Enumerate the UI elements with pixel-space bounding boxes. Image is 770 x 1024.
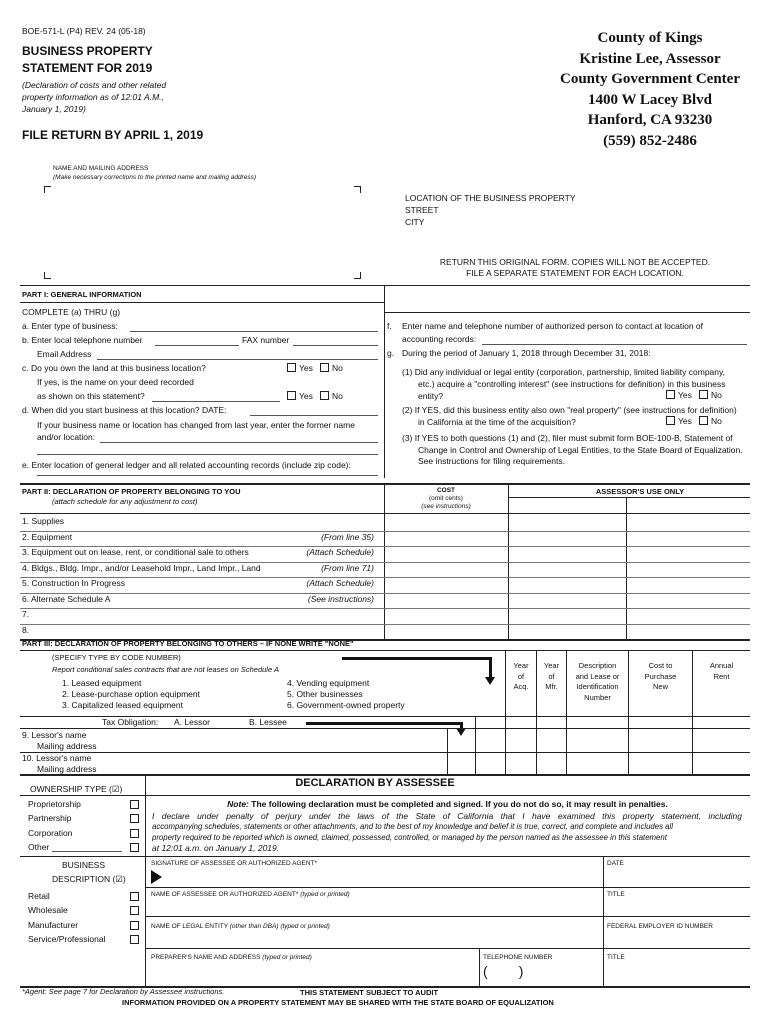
col-text: of	[548, 671, 555, 681]
divider	[20, 650, 750, 651]
own-land-no-checkbox[interactable]	[320, 363, 329, 372]
preparer-title-field[interactable]	[607, 962, 747, 984]
arrow-down-icon	[485, 677, 495, 685]
g3-line2: Change in Control and Ownership of Legal Entities, to the State Board of Equalization.	[418, 444, 743, 455]
divider	[145, 948, 750, 949]
divider	[508, 497, 750, 498]
part2-row-label: 1. Supplies	[22, 516, 65, 526]
county-name: County of Kings	[597, 30, 703, 46]
part2-row-label: 5. Construction In Progress	[22, 578, 125, 588]
business-type-checkbox[interactable]	[130, 935, 139, 944]
ledger-location-label: e. Enter location of general ledger and all related accounting records (include zip code):	[22, 460, 351, 470]
g1-yes-checkbox[interactable]	[666, 390, 675, 399]
divider	[20, 513, 750, 514]
corner-mark-tl	[44, 186, 51, 193]
corner-mark-br	[354, 272, 361, 279]
g-label: g.	[387, 348, 395, 358]
part2-cost-input[interactable]	[386, 624, 506, 639]
divider	[447, 728, 448, 752]
part2-cost-input[interactable]	[386, 515, 506, 530]
divider	[20, 593, 750, 594]
col-text: Annual	[709, 661, 734, 670]
county-address-block	[530, 28, 770, 151]
ownership-type-checkbox[interactable]	[130, 814, 139, 823]
phone-input[interactable]	[155, 345, 239, 346]
leader-line	[152, 401, 280, 402]
corner-mark-tr	[354, 186, 361, 193]
preparer-note: (typed or printed)	[262, 954, 312, 961]
business-desc-heading-2: DESCRIPTION (☑)	[52, 874, 126, 884]
report-note: Report conditional sales contracts that are not leases on Schedule A	[52, 665, 279, 674]
contact-person-label-2: accounting records:	[402, 334, 477, 344]
fax-label: FAX number	[242, 335, 290, 345]
col-text: Year	[513, 661, 529, 670]
arrow-down-icon	[456, 728, 466, 736]
part2-note: (attach schedule for any adjustment to cost)	[52, 497, 198, 506]
divider	[505, 752, 506, 774]
part1-heading: PART I: GENERAL INFORMATION	[22, 290, 142, 299]
col-year-mfr	[537, 661, 566, 693]
business-type-checkbox[interactable]	[130, 892, 139, 901]
former-name-label-line1: If your business name or location has changed from last year, enter the former name	[37, 420, 355, 430]
g1-line3: entity?	[418, 391, 444, 401]
business-type-label: Manufacturer	[28, 919, 79, 930]
own-land-yes-checkbox[interactable]	[287, 363, 296, 372]
preparer-text: PREPARER'S NAME AND ADDRESS	[151, 954, 261, 961]
col-description	[567, 661, 628, 703]
cost-subheader-2: (see instructions)	[421, 503, 471, 510]
type-codes-left	[62, 678, 200, 711]
type-code-3: 3. Capitalized leased equipment	[62, 700, 183, 710]
type-code-4: 4. Vending equipment	[287, 678, 370, 688]
divider	[20, 577, 750, 578]
lessor-9[interactable]	[22, 730, 97, 751]
specify-type: (SPECIFY TYPE BY CODE NUMBER)	[52, 653, 181, 662]
business-type-label: Retail	[28, 891, 50, 901]
title-label: TITLE	[607, 891, 625, 898]
contact-person-input[interactable]	[482, 344, 747, 345]
ownership-heading: OWNERSHIP TYPE (☑)	[30, 784, 123, 794]
own-land-options	[287, 363, 343, 373]
col-text: of	[517, 671, 525, 681]
part2-cost-input[interactable]	[386, 577, 506, 592]
declaration-text	[152, 811, 742, 854]
lessor-address-label: Mailing address	[37, 763, 97, 774]
g1-line1: (1) Did any individual or legal entity (corporation, partnership, limited liability company,	[402, 367, 725, 377]
legal-entity-note: (other than DBA) (typed or printed)	[229, 923, 330, 930]
corner-mark-bl	[44, 272, 51, 279]
location-street: STREET	[405, 205, 439, 215]
divider	[20, 795, 145, 796]
divider	[20, 608, 750, 609]
col-text: New	[652, 682, 668, 691]
former-name-label-line2: and/or location:	[37, 432, 96, 442]
col-text: Number	[584, 692, 611, 702]
legal-entity-label	[151, 923, 330, 930]
divider	[384, 285, 385, 478]
g3-note	[402, 433, 750, 468]
ownership-type-checkbox[interactable]	[130, 800, 139, 809]
form-title-line1: BUSINESS PROPERTY	[22, 44, 153, 58]
former-name-input-2[interactable]	[37, 454, 378, 455]
business-type-label: Wholesale	[28, 905, 68, 916]
divider	[692, 752, 693, 774]
date-field[interactable]	[607, 868, 747, 886]
arrow-line	[342, 657, 492, 660]
business-type-label: Service/Professional	[28, 933, 106, 944]
lessor-name-label: 10. Lessor's name	[22, 753, 92, 763]
agent-name-text: NAME OF ASSESSEE OR AUTHORIZED AGENT*	[151, 891, 299, 898]
g-question: During the period of January 1, 2018 through December 31, 2018:	[402, 348, 651, 358]
mailing-label: NAME AND MAILING ADDRESS	[53, 165, 149, 172]
g1-no-checkbox[interactable]	[699, 390, 708, 399]
deed-question-line1: If yes, is the name on your deed recorded	[37, 377, 194, 387]
return-notice-line1: RETURN THIS ORIGINAL FORM. COPIES WILL NOT BE ACCEPTED.	[439, 257, 711, 267]
title-field[interactable]	[607, 899, 747, 915]
part3-heading: PART III: DECLARATION OF PROPERTY BELONGING TO OTHERS – IF NONE WRITE "NONE"	[22, 639, 354, 648]
ownership-type-label: Proprietorship	[28, 799, 81, 809]
mailing-address-area[interactable]	[52, 192, 352, 272]
divider	[603, 856, 604, 986]
divider	[20, 728, 750, 729]
part2-row-reference: (From line 35)	[321, 531, 374, 542]
divider	[566, 752, 567, 774]
telephone-label: TELEPHONE NUMBER	[483, 954, 553, 961]
col-text: and Lease or	[575, 671, 620, 681]
lessee-option[interactable]: B. Lessee	[249, 717, 287, 727]
divider	[20, 285, 750, 286]
divider	[475, 716, 476, 752]
ownership-type-checkbox[interactable]	[130, 829, 139, 838]
col-text: Cost to	[648, 661, 673, 670]
divider	[536, 752, 537, 774]
divider	[384, 312, 750, 313]
fein-field[interactable]	[607, 931, 747, 945]
contact-person-label: Enter name and telephone number of authorized person to contact at location of	[402, 321, 704, 331]
preparer-field[interactable]	[151, 962, 475, 984]
type-code-1: 1. Leased equipment	[62, 678, 142, 688]
part2-heading: PART II: DECLARATION OF PROPERTY BELONGING TO YOU	[22, 487, 241, 496]
part2-row-reference: (See instructions)	[307, 593, 374, 604]
divider	[145, 916, 750, 917]
col-text: Purchase	[644, 671, 677, 681]
agent-footnote: *Agent: See page 7 for Declaration by Assessee instructions.	[22, 987, 225, 996]
sharing-notice: INFORMATION PROVIDED ON A PROPERTY STATEMENT MAY BE SHARED WITH THE STATE BOARD OF EQUALIZATION	[122, 998, 554, 1007]
part2-row-label: 4. Bldgs., Bldg. Impr., and/or Leasehold Impr., Land Impr., Land	[22, 562, 261, 573]
mailing-note: (Make necessary corrections to the printed name and mailing address)	[53, 174, 257, 181]
business-type-checkbox[interactable]	[130, 921, 139, 930]
divider	[20, 624, 750, 625]
arrow-line	[489, 657, 492, 679]
col-text: Year	[543, 661, 560, 670]
yes-label: Yes	[299, 391, 313, 401]
declaration-heading: DECLARATION BY ASSESSEE	[295, 777, 455, 789]
type-code-2: 2. Lease-purchase option equipment	[62, 689, 200, 699]
start-date-label: d. When did you start business at this location? DATE:	[22, 405, 227, 415]
part2-row-reference: (From line 71)	[321, 562, 374, 573]
divider	[479, 948, 480, 986]
part2-row-reference: (Attach Schedule)	[306, 547, 374, 557]
type-codes-right	[287, 678, 405, 711]
g1-options	[666, 390, 722, 400]
location-block[interactable]	[405, 192, 576, 228]
sign-here-arrow-icon	[151, 870, 162, 884]
divider	[20, 774, 750, 776]
cost-header: COST	[436, 487, 456, 494]
no-label: No	[331, 391, 343, 401]
form-id: BOE-571-L (P4) REV. 24 (05-18)	[22, 26, 146, 36]
part2-row-reference: (Attach Schedule)	[306, 578, 374, 588]
fein-label: FEDERAL EMPLOYER ID NUMBER	[607, 923, 713, 930]
county-street: 1400 W Lacey Blvd	[587, 91, 713, 108]
part2-row-label: 3. Equipment out on lease, rent, or conditional sale to others	[22, 547, 249, 557]
declaration-note	[145, 799, 750, 809]
arrow-line	[306, 722, 463, 725]
start-date-input[interactable]	[250, 415, 378, 416]
email-input[interactable]	[97, 359, 378, 360]
cost-subheader: (omit cents)	[429, 495, 463, 502]
declaration-line2: accompanying schedules, statements or other attachments, and to the best of my knowledge and belief it is true, correct, and complete and includes all	[152, 821, 673, 831]
ownership-type-label: Partnership	[28, 813, 72, 824]
part2-row-label: 8.	[22, 624, 30, 635]
return-notice	[390, 257, 760, 279]
county-city: Hanford, CA 93230	[587, 112, 713, 128]
note-label: Note:	[227, 799, 249, 809]
part2-row-label: 7.	[22, 609, 30, 619]
divider	[628, 752, 629, 774]
g2-options	[666, 416, 722, 426]
deed-yes-checkbox[interactable]	[287, 391, 296, 400]
subtitle-line2: property information as of 12:01 A.M.,	[22, 92, 164, 102]
location-city: CITY	[405, 217, 425, 227]
phone-label: b. Enter local telephone number	[22, 335, 143, 345]
subtitle-line1: (Declaration of costs and other related	[22, 80, 167, 90]
business-type-checkbox[interactable]	[130, 906, 139, 915]
declaration-line3: property required to be reported which is owned, claimed, possessed, controlled, or managed by the person named as the assessee in this statement	[152, 832, 667, 842]
own-land-question: c. Do you own the land at this business location?	[22, 363, 206, 373]
ownership-type-label: Corporation	[28, 827, 73, 838]
g1-line2: etc.) acquire a "controlling interest" (see instructions for definition) in this business	[418, 379, 726, 389]
date-label: DATE	[607, 860, 624, 867]
return-notice-line2: FILE A SEPARATE STATEMENT FOR EACH LOCATION.	[466, 268, 684, 278]
signature-field[interactable]	[165, 868, 599, 886]
col-text: Description	[578, 661, 617, 670]
divider	[20, 856, 145, 857]
f-label: f.	[387, 321, 392, 331]
divider	[20, 302, 384, 303]
lessor-option[interactable]: A. Lessor	[174, 717, 210, 727]
g2-line2: in California at the time of the acquisition?	[418, 417, 576, 427]
declaration-line4: at 12:01 a.m. on January 1, 2019.	[152, 843, 280, 854]
g2-yes-checkbox[interactable]	[666, 416, 675, 425]
type-of-business-label: a. Enter type of business:	[22, 321, 118, 331]
divider	[626, 497, 627, 639]
county-center: County Government Center	[560, 71, 740, 87]
type-of-business-input[interactable]	[130, 331, 378, 332]
assessor-name: Kristine Lee, Assessor	[579, 50, 721, 67]
divider	[475, 752, 476, 774]
yes-label: Yes	[299, 363, 313, 373]
col-text: Acq.	[513, 682, 529, 691]
g2-no-checkbox[interactable]	[699, 416, 708, 425]
subtitle-line3: January 1, 2019)	[22, 104, 86, 114]
part1-complete: COMPLETE (a) THRU (g)	[22, 307, 121, 317]
yes-label: Yes	[678, 390, 692, 400]
g2-line1: (2) If YES, did this business entity also own "real property" (see instructions for definition)	[402, 405, 737, 415]
deed-options	[287, 391, 343, 401]
part2-row-label: 2. Equipment	[22, 531, 73, 542]
agent-name-field[interactable]	[151, 899, 599, 915]
g3-line3: See instructions for filing requirements.	[418, 456, 565, 466]
agent-name-label	[151, 891, 350, 898]
yes-label: Yes	[678, 416, 692, 426]
col-cost	[629, 661, 692, 693]
divider	[20, 752, 750, 753]
divider	[20, 531, 750, 532]
signature-label: SIGNATURE OF ASSESSEE OR AUTHORIZED AGENT*	[151, 860, 318, 867]
lessor-name-label: 9. Lessor's name	[22, 730, 87, 740]
deed-question-line2: as shown on this statement?	[37, 391, 145, 401]
divider	[20, 483, 750, 485]
divider	[145, 887, 750, 888]
part2-cost-input[interactable]	[386, 608, 506, 623]
col-text: Mfr.	[545, 682, 558, 691]
telephone-field[interactable]: ( )	[483, 963, 524, 979]
legal-entity-field[interactable]	[151, 931, 599, 945]
deed-no-checkbox[interactable]	[320, 391, 329, 400]
col-text: Rent	[713, 671, 730, 681]
business-desc-heading: BUSINESS	[62, 860, 105, 870]
file-by-date: FILE RETURN BY APRIL 1, 2019	[22, 128, 204, 142]
g3-line1: (3) If YES to both questions (1) and (2), filer must submit form BOE-100-B, Statement of	[402, 433, 733, 443]
type-code-6: 6. Government-owned property	[287, 700, 405, 710]
ownership-type-label: Other	[28, 841, 50, 852]
no-label: No	[710, 416, 722, 426]
part2-cost-input[interactable]	[386, 593, 506, 608]
part2-cost-input[interactable]	[386, 531, 506, 546]
divider	[145, 856, 750, 857]
no-label: No	[710, 390, 722, 400]
location-label: LOCATION OF THE BUSINESS PROPERTY	[405, 193, 576, 203]
part2-cost-input[interactable]	[386, 562, 506, 577]
lessor-10[interactable]	[22, 753, 97, 774]
declaration-line1: I declare under penalty of perjury under the laws of the State of California that I have examined this property statement, including	[152, 811, 742, 821]
divider	[145, 795, 750, 796]
col-rent	[693, 661, 750, 682]
tax-obligation-label: Tax Obligation:	[102, 717, 159, 727]
no-label: No	[331, 363, 343, 373]
ledger-location-input[interactable]	[37, 475, 378, 476]
preparer-label	[151, 954, 312, 961]
other-ownership-input[interactable]	[52, 851, 122, 852]
type-code-5: 5. Other businesses	[287, 689, 363, 699]
audit-notice: THIS STATEMENT SUBJECT TO AUDIT	[300, 988, 439, 997]
legal-entity-text: NAME OF LEGAL ENTITY	[151, 923, 228, 930]
agent-name-note: (typed or printed)	[300, 891, 350, 898]
divider	[447, 752, 448, 774]
assessor-use-header: ASSESSOR'S USE ONLY	[595, 487, 685, 496]
col-text: Identification	[576, 682, 619, 691]
col-year-acq	[506, 661, 536, 693]
form-title-line2: STATEMENT FOR 2019	[22, 61, 153, 75]
preparer-title-label: TITLE	[607, 954, 625, 961]
lessor-address-label: Mailing address	[37, 740, 97, 751]
former-name-input[interactable]	[100, 442, 378, 443]
fax-input[interactable]	[293, 345, 378, 346]
part2-row-label: 6. Alternate Schedule A	[22, 593, 111, 604]
ownership-type-checkbox[interactable]	[130, 843, 139, 852]
part2-cost-input[interactable]	[386, 546, 506, 561]
email-label: Email Address	[37, 349, 92, 359]
note-text: The following declaration must be completed and signed. If you do not do so, it may result in penalties.	[251, 799, 668, 809]
county-phone: (559) 852-2486	[603, 132, 697, 149]
